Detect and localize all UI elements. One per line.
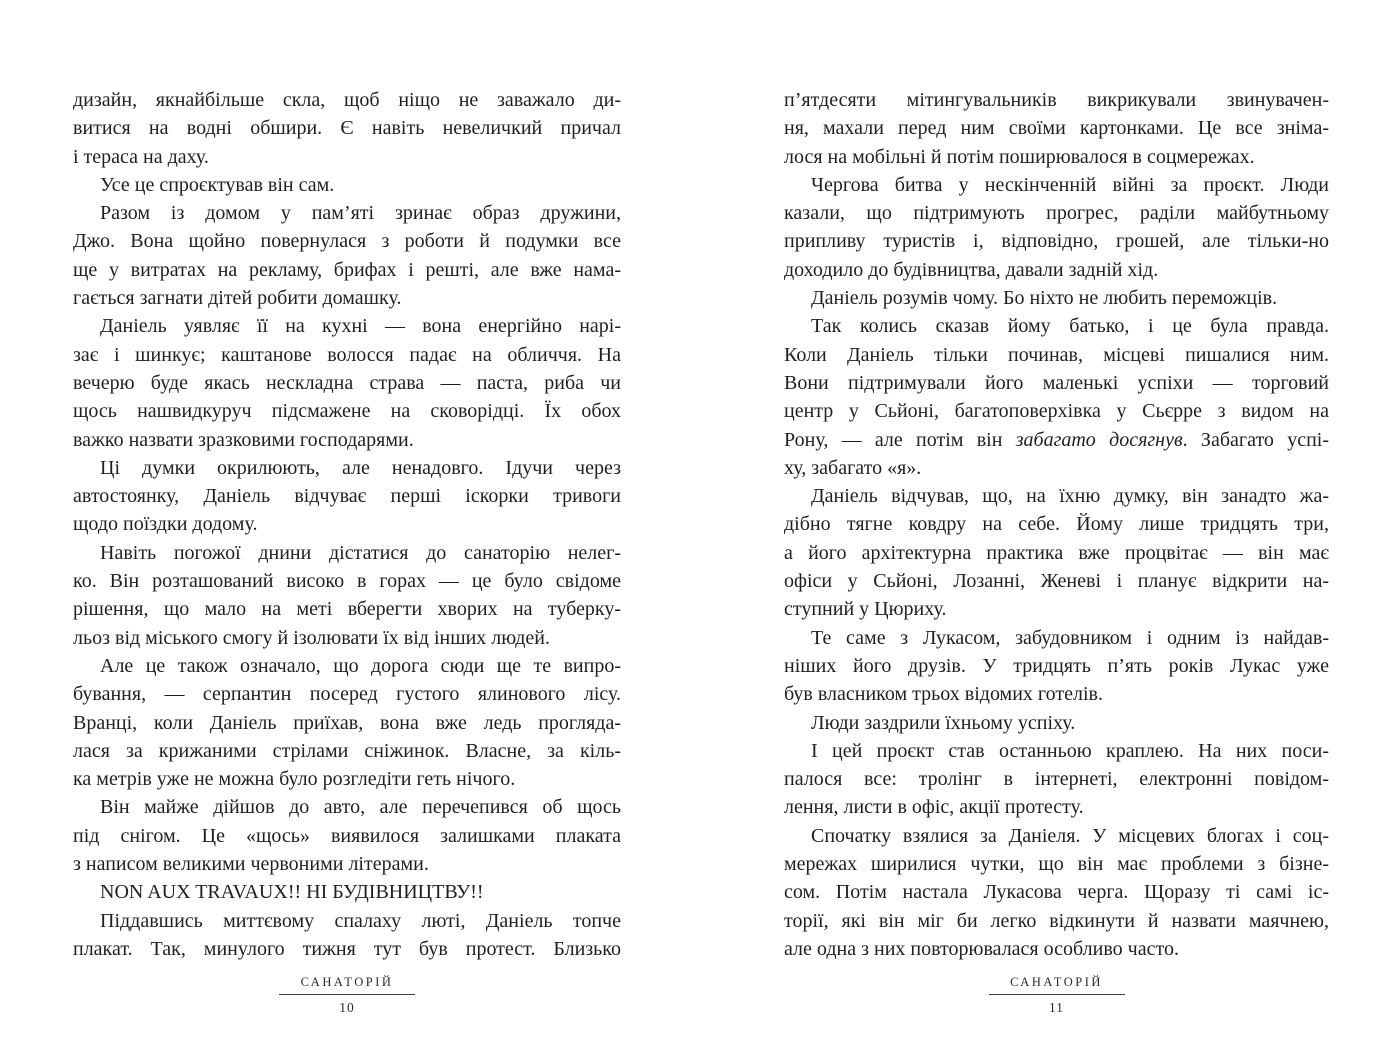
text-segment: ня, махали перед ним своїми картонками. Це все зніма- [784,117,1329,140]
text-line [784,878,1329,906]
text-segment: торії, які він міг би легко відкинути й назвати маячнею, [784,909,1329,932]
text-line [73,284,621,312]
text-line [784,227,1329,255]
text-line [784,850,1329,878]
text-line [73,709,621,737]
text-segment: Коли Даніель тільки починав, місцеві пишалися ним. [784,343,1329,366]
text-segment: щодо поїздки додому. [73,513,258,536]
text-segment: доходило до будівництва, давали задній хід. [784,258,1159,281]
text-segment: Він майже дійшов до авто, але перечепився об щось [100,796,621,819]
text-line [73,595,621,623]
footer-rule [989,994,1125,995]
text-line [784,369,1329,397]
text-line [784,199,1329,227]
text-segment: припливу туристів і, відповідно, грошей, але тільки-но [784,230,1329,253]
text-line [784,454,1329,482]
text-line [73,907,621,935]
text-segment: лася за крижаними стрілами сніжинок. Власне, за кіль- [73,739,621,762]
page-right-footer [784,974,1329,1016]
text-segment: Рону, — але потім він [784,428,1016,451]
text-segment: ко. Він розташований високо в горах — це було свідоме [73,570,621,593]
text-line [784,284,1329,312]
text-segment: ще у витратах на рекламу, брифах і решті, але вже нама- [73,258,621,281]
text-segment: Чергова битва у нескінченній війні за проєкт. Люди [811,173,1329,196]
text-line [73,171,621,199]
text-segment: плакат. Так, минулого тижня тут був протест. Близько [73,937,621,960]
text-segment: Але це також означало, що дорога сюди ще те випро- [100,654,621,677]
text-line [73,624,621,652]
page-left-footer [73,974,621,1016]
text-line [73,822,621,850]
text-line [784,86,1329,114]
text-line [784,171,1329,199]
text-line [784,652,1329,680]
text-segment: зає і шинкує; каштанове волосся падає на обличчя. На [73,343,621,366]
text-segment: дизайн, якнайбільше скла, щоб ніщо не заважало ди- [73,89,621,111]
text-line [73,765,621,793]
text-segment: Піддавшись миттєвому спалаху люті, Даніель топче [100,909,621,932]
text-line [73,199,621,227]
text-segment: важко назвати зразковими господарями. [73,428,414,451]
text-segment: гається загнати дітей робити домашку. [73,287,402,310]
page-right-text [784,86,1329,963]
text-segment: Даніель відчував, що, на їхню думку, він занадто жа- [811,485,1329,508]
text-line [784,567,1329,595]
text-segment: лення, листи в офіс, акції протесту. [784,796,1084,819]
text-line [73,680,621,708]
page-left-text [73,86,621,963]
text-line [784,793,1329,821]
text-segment: офіси у Сьйоні, Лозанні, Женеві і планує відкрити на- [784,570,1329,593]
footer-rule [279,994,415,995]
text-line [73,312,621,340]
text-line [784,510,1329,538]
text-segment: палося все: тролінг в інтернеті, електронні повідом- [784,768,1329,791]
text-line [73,793,621,821]
text-segment: Разом із домом у пам’яті зринає образ дружини, [100,202,621,225]
text-segment: під снігом. Це «щось» виявилося залишками плаката [73,824,621,847]
text-segment: казали, що підтримують прогрес, раділи майбутньому [784,202,1329,225]
text-segment: щось нашвидкуруч підсмажене на сковорідці. Їх обох [73,400,621,423]
text-segment: Ці думки окрилюють, але ненадовго. Ідучи через [100,456,621,479]
text-segment: а його архітектурна практика вже процвітає — він має [784,541,1329,564]
text-segment: ступний у Цюриху. [784,598,947,621]
text-line [73,369,621,397]
text-segment: мережах ширилися чутки, що він має проблеми з бізне- [784,853,1329,876]
text-segment: п’ятдесяти мітингувальників викрикували звинувачен- [784,89,1329,111]
text-line [784,256,1329,284]
text-line [73,341,621,369]
text-segment: витися на водні обшири. Є навіть невеличкий причал [73,117,621,140]
text-segment: вечерю буде якась нескладна страва — паста, риба чи [73,371,621,394]
text-line [784,595,1329,623]
text-line [73,454,621,482]
text-line [784,907,1329,935]
text-line [784,765,1329,793]
text-line [73,652,621,680]
text-line [784,737,1329,765]
text-segment: сом. Потім настала Лукасова черга. Щоразу ті самі іс- [784,881,1329,904]
text-line [73,397,621,425]
text-segment: І цей проєкт став останньою краплею. На них поси- [811,739,1329,762]
text-segment: Вранці, коли Даніель приїхав, вона вже ледь прогляда- [73,711,621,734]
text-segment: Спочатку взялися за Даніеля. У місцевих блогах і соц- [811,824,1329,847]
text-line [73,86,621,114]
text-segment: льоз від міського смогу й ізолювати їх від інших людей. [73,626,550,649]
text-line [73,539,621,567]
italic-phrase: забагато досягнув [1015,428,1183,451]
text-segment: і тераса на даху. [73,145,209,168]
text-segment: ху, забагато «я». [784,456,922,479]
text-segment: лося на мобільні й потім поширювалося в соцмережах. [784,145,1255,168]
running-title: САНАТОРІЙ [300,975,394,989]
text-segment: автостоянку, Даніель відчуває перші іскорки тривоги [73,485,621,508]
text-segment: був власником трьох відомих готелів. [784,683,1103,706]
text-segment: ніших його друзів. У тридцять п’ять років Лукас уже [784,654,1329,677]
text-segment: Люди заздрили їхньому успіху. [811,711,1076,734]
text-segment: ка метрів уже не можна було розгледіти геть нічого. [73,768,516,791]
text-line [784,624,1329,652]
text-line [73,935,621,963]
text-segment: Усе це спроєктував він сам. [100,173,335,196]
text-line [73,737,621,765]
text-line [784,397,1329,425]
text-line [73,567,621,595]
text-segment: центр у Сьйоні, багатоповерхівка у Сьєрре з видом на [784,400,1329,423]
text-segment: Даніель уявляє її на кухні — вона енергійно нарі- [100,315,621,338]
text-segment: рішення, що мало на меті вберегти хворих на туберку- [73,598,621,621]
text-line [784,114,1329,142]
text-line [784,822,1329,850]
text-line [73,227,621,255]
running-title: САНАТОРІЙ [1010,975,1103,989]
text-line [73,114,621,142]
text-segment: з написом великими червоними літерами. [73,853,429,876]
page-number: 11 [1049,1000,1064,1015]
text-line [784,680,1329,708]
text-segment: але одна з них повторювалася особливо часто. [784,937,1179,960]
text-segment: Вони підтримували його маленькі успіхи — торговий [784,371,1329,394]
text-line [784,539,1329,567]
text-segment: . Забагато успі- [1182,428,1329,451]
text-segment: Джо. Вона щойно повернулася з роботи й подумки все [73,230,621,253]
text-line [73,143,621,171]
text-segment: Навіть погожої днини дістатися до санаторію нелег- [100,541,621,564]
text-line [784,482,1329,510]
text-line [784,341,1329,369]
text-line [73,426,621,454]
text-line [73,482,621,510]
text-line [784,143,1329,171]
text-line [784,935,1329,963]
text-line [73,256,621,284]
text-line [784,709,1329,737]
text-segment: бування, — серпантин посеред густого ялинового лісу. [73,683,621,706]
text-segment: Те саме з Лукасом, забудовником і одним із найдав- [811,626,1329,649]
text-line [784,426,1329,454]
text-line [73,850,621,878]
text-line [784,312,1329,340]
text-line [73,510,621,538]
text-segment: Даніель розумів чому. Бо ніхто не любить переможців. [811,287,1278,310]
text-segment: Так колись сказав йому батько, і це була правда. [811,315,1329,338]
text-line [73,878,621,906]
text-segment: NON AUX TRAVAUX!! НІ БУДІВНИЦТВУ!! [100,881,484,904]
page-number: 10 [339,1000,355,1015]
text-segment: дібно тягне ковдру на себе. Йому лише тридцять три, [784,513,1329,536]
